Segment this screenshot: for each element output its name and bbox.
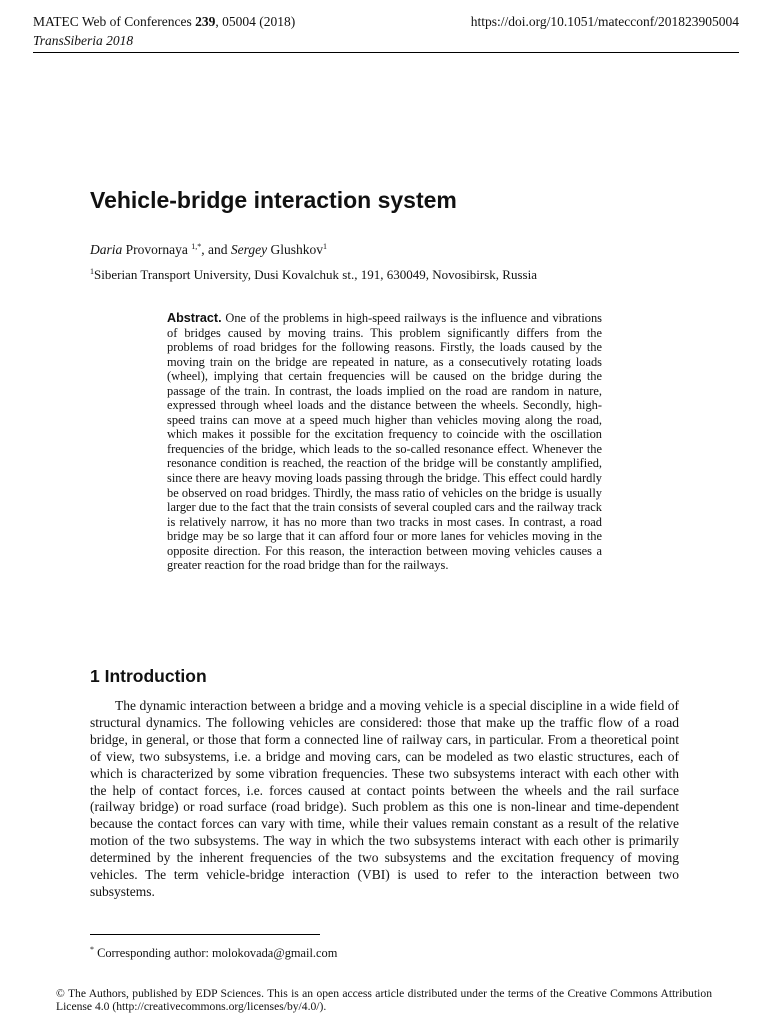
journal-citation [33, 12, 295, 32]
journal-name: MATEC Web of Conferences [33, 14, 196, 29]
header-divider [33, 52, 739, 53]
affiliation-text: Siberian Transport University, Dusi Kovalchuk st., 191, 630049, Novosibirsk, Russia [94, 267, 537, 282]
author-2-marks: 1 [323, 242, 327, 251]
author-1-given-name: Daria [90, 242, 123, 257]
license-notice: © The Authors, published by EDP Sciences. This is an open access article distributed under the terms of the Creative Commons Attribution License 4.0 (http://creativecommons.org/licenses/by/4.0/). [56, 987, 712, 1014]
affiliation [90, 263, 537, 284]
abstract-text: One of the problems in high-speed railways is the influence and vibrations of bridges caused by moving trains. This problem significantly differs from the problems of road bridges for the following reasons. Firstly, the loads caused by the moving train on the bridge are repeated in nature, as a consecutively rotating loads (wheel), implying that certain frequencies will be caused on the bridge during the passage of the train. In contrast, the loads implied on the road are random in nature, expressed through wheel loads and the distance between the wheels. Secondly, high-speed trains can move at a speed much higher than vehicles moving along the road, which makes it possible for the excitation frequency to coincide with the oscillation frequencies of the bridge, which leads to the so-called resonance effect. Whenever the resonance condition is reached, the reaction of the bridge will be constantly amplified, since there are heavy moving loads passing through the bridge. This effect could hardly be observed on road bridges. Thirdly, the mass ratio of vehicles on the bridge is usually larger due to the fact that the train consists of several coupled cars and the railway track is relatively narrow, it has no more than two tracks in most cases. In contrast, a road bridge may be so large that it can afford four or more lanes for vehicles moving in the opposite direction. For this reason, the interaction between moving vehicles causes a greater reaction for the road bridge than for the railways. [167, 311, 602, 573]
footnote [90, 942, 337, 961]
conference-name: TransSiberia 2018 [33, 33, 134, 48]
author-line [90, 238, 327, 259]
footnote-divider [90, 934, 320, 935]
author-1-marks: 1,* [191, 242, 202, 251]
author-2-family-name: Glushkov [267, 242, 323, 257]
abstract [167, 311, 602, 573]
footnote-text: Corresponding author: molokovada@gmail.com [94, 946, 338, 960]
journal-volume: 239 [195, 14, 216, 29]
section-heading-introduction: 1 Introduction [90, 666, 207, 686]
doi-link[interactable]: https://doi.org/10.1051/matecconf/201823905004 [470, 14, 739, 29]
footnote-mark: * [90, 945, 94, 954]
author-1-family-name: Provornaya [122, 242, 192, 257]
page-header [33, 10, 739, 52]
paper-title: Vehicle-bridge interaction system [90, 187, 457, 213]
author-2-given-name: Sergey [230, 242, 268, 257]
abstract-label: Abstract. [167, 311, 222, 325]
affiliation-mark: 1 [90, 267, 94, 276]
introduction-paragraph: The dynamic interaction between a bridge and a moving vehicle is a special discipline in a wide field of structural dynamics. The following vehicles are considered: those that make up the traffic flow of a road bridge, in general, or those that form a connected line of railway cars, in particular. From a theoretical point of view, two subsystems, i.e. a bridge and moving cars, can be modeled as two elastic structures, each of which is characterized by some vibration frequencies. These two subsystems interact with each other with the help of contact forces, i.e. forces caused at contact points between the wheels and the rail surface (railway bridge) or road surface (road bridge). Such problem as this one is non-linear and time-dependent because the contact forces can vary with time, while their values remain constant as a result of the relative motion of the two subsystems. The way in which the two subsystems interact with each other is primarily determined by the inherent frequencies of the two subsystems and the excitation frequency of moving vehicles. The term vehicle-bridge interaction (VBI) is used to refer to the interaction between two subsystems. [90, 698, 679, 899]
article-number: , 05004 (2018) [215, 14, 296, 29]
author-joiner: , and [201, 242, 231, 257]
